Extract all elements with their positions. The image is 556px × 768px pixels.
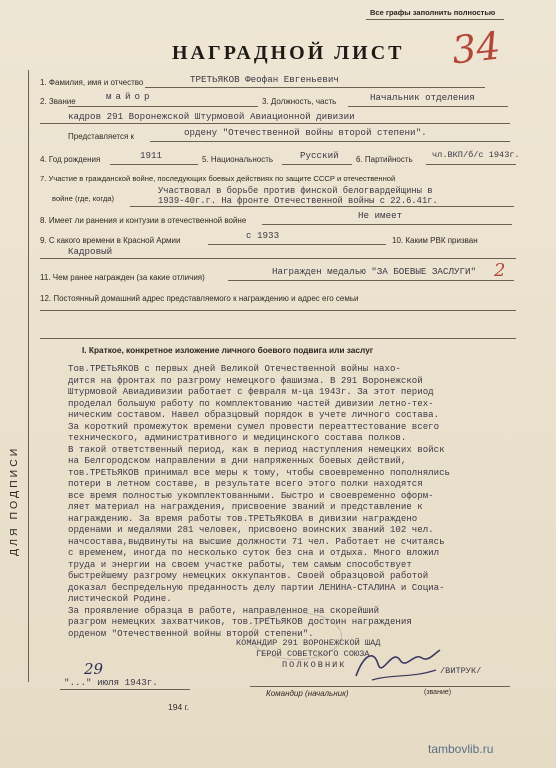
field-12-label: 12. Постоянный домашний адрес представляемого к награждению и адрес его семьи bbox=[40, 294, 359, 303]
war-participation-a: Участвовал в борьбе против финской белогвардейщины в bbox=[158, 186, 433, 196]
year-line: 194 г. bbox=[168, 702, 189, 712]
presented-award: ордену "Отечественной войны второй степени". bbox=[184, 127, 427, 138]
body-line: орденами и медалями 281 человек, присвоено воинских званий 102 чел. bbox=[68, 524, 434, 535]
field-10-label: 10. Каким РВК призван bbox=[392, 236, 478, 245]
field-9-label: 9. С какого времени в Красной Армии bbox=[40, 236, 181, 245]
body-line: дится на фронтах по разгрому немецкого фашизма. В 291 Воронежской bbox=[68, 374, 423, 386]
field-8-line bbox=[262, 224, 512, 225]
body-line: быстрейшему разгрому немецких оккупантов. Своей образцовой работой bbox=[68, 570, 429, 581]
section-1-body bbox=[68, 363, 538, 639]
body-line: За проявление образца в работе, направленное на скорейший bbox=[68, 604, 380, 616]
field-1-label-text: Фамилия, имя и отчество bbox=[48, 78, 144, 87]
field-3-label: 3. Должность, часть bbox=[262, 97, 337, 106]
field-7-label-a: 7. Участие в гражданской войне, последующих боевых действиях по защите СССР и отечественной bbox=[40, 174, 396, 183]
commander-line-2: ГЕРОЙ СОВЕТСКОГО СОЮЗА bbox=[256, 649, 370, 659]
rank-caption: (звание) bbox=[424, 689, 452, 696]
body-line: ническим составом. Навел образцовый порядок в учете личного состава. bbox=[68, 409, 440, 420]
field-1-label: 1. Фамилия, имя и отчество bbox=[40, 78, 144, 87]
body-line: ляет материал на награждения, присвоение званий и представление к bbox=[68, 501, 423, 512]
body-line: потери в летном составе, в результате всего этого полки находятся bbox=[68, 478, 423, 489]
field-8-label: 8. Имеет ли ранения и контузии в отечественной войне bbox=[40, 216, 247, 225]
date-line bbox=[64, 677, 158, 688]
top-note: Все графы заполнить полностью bbox=[370, 8, 496, 17]
date-prefix: "..." bbox=[64, 677, 92, 688]
signature-scribble bbox=[352, 640, 442, 686]
field-4-line bbox=[110, 164, 198, 165]
body-line: тов.ТРЕТЬЯКОВ принимал все меры к тому, чтобы своевременно пополнялись bbox=[68, 466, 450, 478]
body-line: начсостава,выдвинуты на высшие должности 71 чел. Работает не считаясь bbox=[68, 535, 445, 547]
side-margin bbox=[6, 260, 28, 560]
body-line: с временем, иногда по несколько суток без сна и отдыха. Много вложил bbox=[68, 547, 440, 558]
commander-name: /ВИТРУК/ bbox=[440, 666, 482, 676]
commander-caption: Командир (начальник) bbox=[266, 689, 349, 698]
document-title: НАГРАДНОЙ ЛИСТ bbox=[172, 42, 405, 64]
body-line: В такой ответственный период, как в период наступления немецких войск bbox=[68, 443, 445, 455]
presented-label: Представляется к bbox=[68, 132, 135, 141]
body-line: доказал беспредельную преданность делу партии ЛЕНИНА-СТАЛИНА и Социа- bbox=[68, 581, 445, 593]
left-margin-rule bbox=[28, 70, 29, 682]
body-line: на Белгородском направлении в дни напряженных боевых действий, bbox=[68, 455, 407, 466]
date-rest: июля 1943г. bbox=[97, 677, 158, 688]
field-4-label: 4. Год рождения bbox=[40, 155, 101, 164]
body-line: награждению. За время работы тов.ТРЕТЬЯКОВА в дивизии награждено bbox=[68, 512, 418, 524]
signature-underline bbox=[250, 686, 510, 687]
body-line: технического, административного и медицинского состава полков. bbox=[68, 432, 407, 443]
field-12-line bbox=[40, 310, 516, 311]
side-label: ДЛЯ ПОДПИСИ bbox=[8, 445, 20, 556]
handwritten-sheet-number: 34 bbox=[449, 23, 503, 73]
field-3-line-2 bbox=[40, 123, 510, 124]
body-line: Штурмовой Авиадивизии работает с февраля м-ца 1943г. За этот период bbox=[68, 386, 434, 397]
birth-year: 1911 bbox=[140, 150, 163, 161]
field-11-line bbox=[228, 280, 514, 281]
party-membership: чл.ВКП/б/с 1943г. bbox=[432, 150, 520, 160]
date-underline bbox=[60, 689, 190, 690]
field-6-label: 6. Партийность bbox=[356, 155, 413, 164]
field-2-line bbox=[68, 106, 258, 107]
field-7-line bbox=[130, 206, 514, 207]
presented-line bbox=[150, 141, 510, 142]
field-2-label-text: Звание bbox=[48, 97, 76, 106]
body-line: Тов.ТРЕТЬЯКОВ с первых дней Великой Отечественной войны нахо- bbox=[68, 363, 401, 374]
field-2-label: 2. Звание bbox=[40, 97, 76, 106]
rank: майор bbox=[106, 91, 154, 102]
full-name: ТРЕТЬЯКОВ Феофан Евгеньевич bbox=[190, 74, 339, 85]
body-line: орденом "Отечественной войны второй степени". bbox=[68, 627, 314, 639]
field-9-line bbox=[208, 244, 386, 245]
body-line: проделал большую работу по комплектованию частей дивизии летно-тех- bbox=[68, 397, 434, 409]
field-5-label: 5. Национальность bbox=[202, 155, 274, 164]
army-since-cont: Кадровый bbox=[68, 246, 113, 257]
body-line: листической Родине. bbox=[68, 593, 172, 604]
field-11-label: 11. Чем ранее награжден (за какие отличия) bbox=[40, 273, 205, 282]
prior-awards: Награжден медалью "ЗА БОЕВЫЕ ЗАСЛУГИ" bbox=[272, 266, 476, 277]
war-participation-b: 1939-40г.г. На фронте Отечественной войны с 22.6.41г. bbox=[158, 196, 438, 206]
body-line: труда и энергии на своем участке работы, тем самым способствует bbox=[68, 558, 412, 570]
field-9-line-2 bbox=[40, 258, 516, 259]
position: Начальник отделения bbox=[370, 92, 475, 103]
section-1-heading: I. Краткое, конкретное изложение личного боевого подвига или заслуг bbox=[82, 345, 374, 355]
site-watermark: tambovlib.ru bbox=[428, 742, 494, 756]
army-since: с 1933 bbox=[246, 230, 280, 241]
field-6-line bbox=[426, 164, 516, 165]
field-3-line bbox=[348, 106, 508, 107]
section-top-rule bbox=[40, 338, 516, 339]
position-continued: кадров 291 Воронежской Штурмовой Авиационной дивизии bbox=[68, 111, 355, 122]
wounds: Не имеет bbox=[358, 210, 403, 221]
body-line: За короткий промежуток времени сумел провести переаттестование всего bbox=[68, 420, 440, 432]
top-note-underline bbox=[366, 19, 504, 20]
commander-line-1: КОМАНДИР 291 ВОРОНЕЖСКОЙ ШАД bbox=[236, 638, 381, 648]
field-7-label-b: войне (где, когда) bbox=[52, 194, 115, 203]
field-5-line bbox=[282, 164, 352, 165]
commander-line-3: ПОЛКОВНИК bbox=[282, 660, 347, 670]
body-line: разгром немецких захватчиков, тов.ТРЕТЬЯКОВ достоин награждения bbox=[68, 616, 412, 627]
date-day: 29 bbox=[84, 660, 104, 678]
nationality: Русский bbox=[300, 150, 339, 161]
handwritten-mark: 2 bbox=[494, 260, 506, 281]
field-1-line bbox=[145, 87, 485, 88]
body-line: все время полностью укомплектованными. Быстро и своевременно оформ- bbox=[68, 489, 434, 501]
